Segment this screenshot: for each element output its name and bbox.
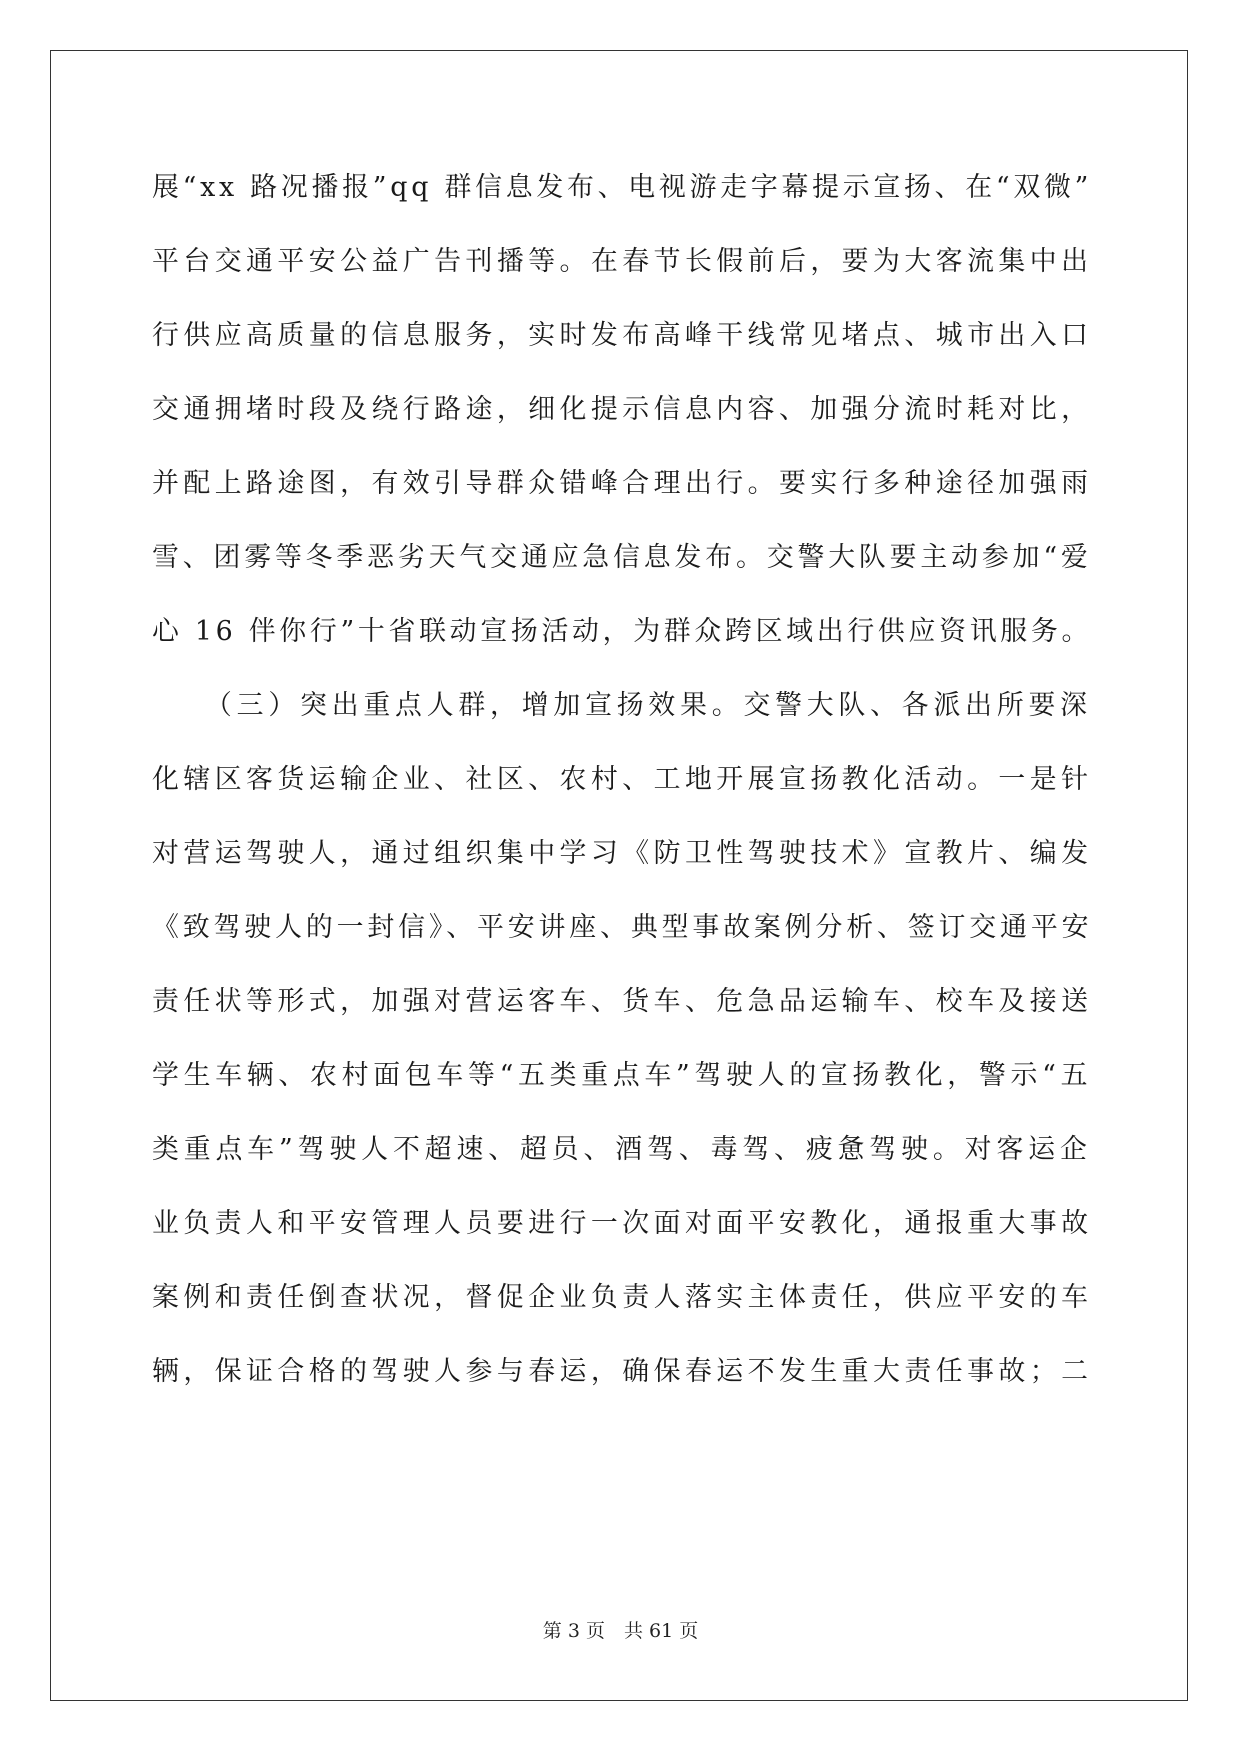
line-text: 心 16 伴你行”十省联动宣扬活动，为群众跨区域出行供应资讯服务。 <box>152 616 1093 647</box>
line-text: 学生车辆、农村面包车等“五类重点车”驾驶人的宣扬教化，警示“五 <box>152 1060 1093 1091</box>
line-text: 化辖区客货运输企业、社区、农村、工地开展宣扬教化活动。一是针 <box>152 764 1093 795</box>
paragraph-line <box>152 171 1092 205</box>
line-text: 行供应高质量的信息服务，实时发布高峰干线常见堵点、城市出入口 <box>152 320 1093 351</box>
paragraph-line <box>152 1207 1092 1241</box>
paragraph-line <box>152 393 1092 427</box>
paragraph-line <box>152 911 1092 945</box>
line-text: 《致驾驶人的一封信》、平安讲座、典型事故案例分析、签订交通平安 <box>152 912 1093 943</box>
paragraph-line <box>152 245 1092 279</box>
line-text: 责任状等形式，加强对营运客车、货车、危急品运输车、校车及接送 <box>152 986 1093 1017</box>
line-text: （三）突出重点人群，增加宣扬效果。交警大队、各派出所要深 <box>205 690 1092 721</box>
line-text: 展“xx 路况播报”qq 群信息发布、电视游走字幕提示宣扬、在“双微” <box>152 172 1093 203</box>
page-number-footer: 第 3 页 共 61 页 <box>542 1620 699 1642</box>
paragraph-line <box>152 1355 1092 1389</box>
line-text: 雪、团雾等冬季恶劣天气交通应急信息发布。交警大队要主动参加“爱 <box>152 542 1092 573</box>
line-text: 辆，保证合格的驾驶人参与春运，确保春运不发生重大责任事故；二 <box>152 1356 1093 1387</box>
paragraph-line <box>152 541 1092 575</box>
paragraph-line-indented <box>205 689 1092 723</box>
paragraph-line <box>152 985 1092 1019</box>
paragraph-line <box>152 1059 1092 1093</box>
paragraph-line <box>152 837 1092 871</box>
paragraph-line <box>152 319 1092 353</box>
line-text: 对营运驾驶人，通过组织集中学习《防卫性驾驶技术》宣教片、编发 <box>152 838 1093 869</box>
line-text: 案例和责任倒查状况，督促企业负责人落实主体责任，供应平安的车 <box>152 1282 1093 1313</box>
page-border <box>50 50 1188 1701</box>
line-text: 类重点车”驾驶人不超速、超员、酒驾、毒驾、疲惫驾驶。对客运企 <box>152 1134 1092 1165</box>
line-text: 平台交通平安公益广告刊播等。在春节长假前后，要为大客流集中出 <box>152 246 1093 277</box>
paragraph-line <box>152 1281 1092 1315</box>
line-text: 交通拥堵时段及绕行路途，细化提示信息内容、加强分流时耗对比， <box>152 394 1093 425</box>
line-text: 并配上路途图，有效引导群众错峰合理出行。要实行多种途径加强雨 <box>152 468 1093 499</box>
line-text: 业负责人和平安管理人员要进行一次面对面平安教化，通报重大事故 <box>152 1208 1093 1239</box>
paragraph-line <box>152 1133 1092 1167</box>
paragraph-line <box>152 763 1092 797</box>
paragraph-line <box>152 615 1092 649</box>
paragraph-line <box>152 467 1092 501</box>
